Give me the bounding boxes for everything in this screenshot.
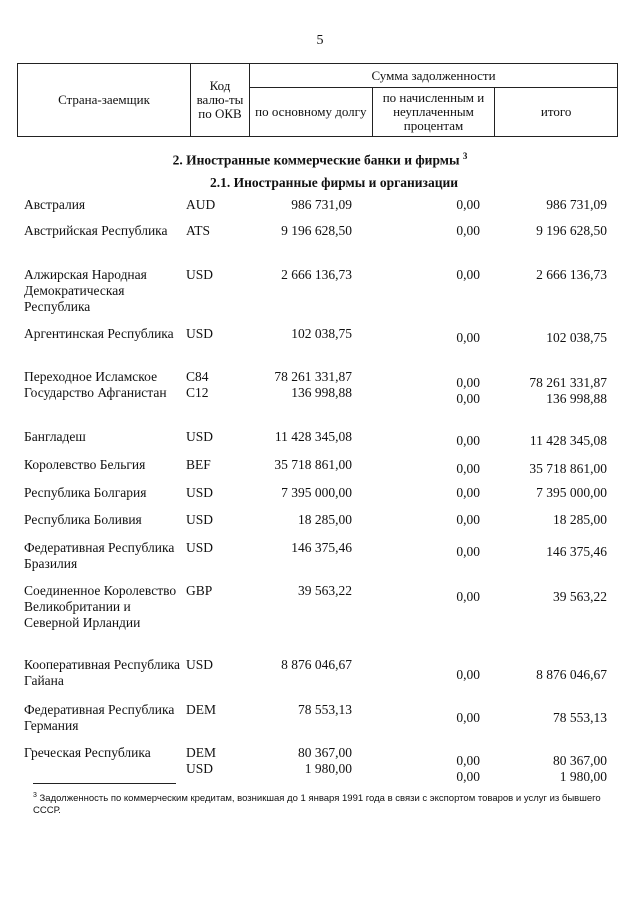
main-debt-value: 9 196 628,50 bbox=[281, 223, 352, 238]
header-amount-group: Сумма задолженности bbox=[250, 64, 618, 88]
header-country: Страна-заемщик bbox=[18, 64, 191, 137]
country-name: Королевство Бельгия bbox=[24, 457, 146, 472]
country-name: Республика Боливия bbox=[24, 512, 142, 527]
total-value: 39 563,22 bbox=[553, 589, 607, 604]
total-value: 35 718 861,00 bbox=[529, 461, 607, 476]
total-value: 2 666 136,73 bbox=[536, 267, 607, 282]
currency-code: C84 bbox=[186, 369, 209, 384]
interest-value: 0,00 bbox=[456, 375, 480, 390]
footnote-separator bbox=[33, 783, 176, 784]
main-debt-value: 78 553,13 bbox=[298, 702, 352, 717]
currency-code: USD bbox=[186, 657, 214, 672]
total-value: 78 261 331,87 bbox=[529, 375, 607, 390]
currency-code: USD bbox=[186, 429, 214, 444]
total-value: 7 395 000,00 bbox=[536, 485, 607, 500]
currency-code: GBP bbox=[186, 583, 213, 598]
total-value: 1 980,00 bbox=[559, 769, 607, 784]
currency-code: USD bbox=[186, 267, 214, 282]
header-interest: по начисленным и неуплаченным процентам bbox=[372, 88, 495, 137]
header-main-debt: по основному долгу bbox=[250, 88, 373, 137]
country-name: Республика Болгария bbox=[24, 485, 147, 500]
total-value: 78 553,13 bbox=[553, 710, 607, 725]
country-name: Австрийская Республика bbox=[24, 223, 168, 238]
currency-code: ATS bbox=[186, 223, 211, 238]
section-footnote-mark: 3 bbox=[462, 151, 468, 161]
interest-value: 0,00 bbox=[456, 753, 480, 768]
interest-value: 0,00 bbox=[456, 267, 480, 282]
section-title bbox=[0, 151, 640, 169]
total-value: 136 998,88 bbox=[546, 391, 607, 406]
main-debt-value: 102 038,75 bbox=[291, 326, 352, 341]
currency-code: USD bbox=[186, 540, 214, 555]
currency-code: DEM bbox=[186, 702, 216, 717]
main-debt-value: 1 980,00 bbox=[304, 761, 352, 776]
main-debt-value: 80 367,00 bbox=[298, 745, 352, 760]
main-debt-value: 39 563,22 bbox=[298, 583, 352, 598]
interest-value: 0,00 bbox=[456, 391, 480, 406]
total-value: 8 876 046,67 bbox=[536, 667, 607, 682]
currency-code: C12 bbox=[186, 385, 209, 400]
country-name: Переходное Исламское Государство Афганистан bbox=[24, 369, 167, 400]
total-value: 80 367,00 bbox=[553, 753, 607, 768]
main-debt-value: 18 285,00 bbox=[298, 512, 352, 527]
main-debt-value: 11 428 345,08 bbox=[274, 429, 352, 444]
section-title-text: 2. Иностранные коммерческие банки и фирмы bbox=[172, 152, 460, 168]
total-value: 986 731,09 bbox=[546, 197, 607, 212]
interest-value: 0,00 bbox=[456, 223, 480, 238]
interest-value: 0,00 bbox=[456, 544, 480, 559]
country-name: Федеративная Республика Германия bbox=[24, 702, 175, 733]
total-value: 146 375,46 bbox=[546, 544, 607, 559]
interest-value: 0,00 bbox=[456, 461, 480, 476]
subsection-title: 2.1. Иностранные фирмы и организации bbox=[209, 175, 459, 190]
interest-value: 0,00 bbox=[456, 512, 480, 527]
interest-value: 0,00 bbox=[456, 769, 480, 784]
country-name: Бангладеш bbox=[24, 429, 86, 444]
page-number: 5 bbox=[316, 33, 324, 48]
table-header bbox=[17, 63, 618, 137]
country-name: Греческая Республика bbox=[24, 745, 151, 760]
header-code: Код валю-ты по ОКВ bbox=[191, 64, 250, 137]
main-debt-value: 35 718 861,00 bbox=[274, 457, 352, 472]
currency-code: USD bbox=[186, 326, 214, 341]
main-debt-value: 2 666 136,73 bbox=[281, 267, 352, 282]
country-name: Соединенное Королевство Великобритании и Северной Ирландии bbox=[24, 583, 177, 630]
footnote-mark: 3 bbox=[33, 792, 37, 799]
currency-code: AUD bbox=[186, 197, 216, 212]
country-name: Кооперативная Республика Гайана bbox=[24, 657, 181, 688]
main-debt-value: 146 375,46 bbox=[291, 540, 352, 555]
currency-code: BEF bbox=[186, 457, 211, 472]
interest-value: 0,00 bbox=[456, 197, 480, 212]
country-name: Аргентинская Республика bbox=[24, 326, 174, 341]
currency-code: USD bbox=[186, 512, 214, 527]
header-total: итого bbox=[495, 88, 618, 137]
country-name: Австралия bbox=[24, 197, 86, 212]
total-value: 11 428 345,08 bbox=[529, 433, 607, 448]
main-debt-value: 7 395 000,00 bbox=[281, 485, 352, 500]
interest-value: 0,00 bbox=[456, 330, 480, 345]
country-name: Федеративная Республика Бразилия bbox=[24, 540, 175, 571]
main-debt-value: 8 876 046,67 bbox=[281, 657, 352, 672]
main-debt-value: 986 731,09 bbox=[291, 197, 352, 212]
total-value: 102 038,75 bbox=[546, 330, 607, 345]
interest-value: 0,00 bbox=[456, 485, 480, 500]
main-debt-value: 78 261 331,87 bbox=[274, 369, 352, 384]
main-debt-value: 136 998,88 bbox=[291, 385, 352, 400]
interest-value: 0,00 bbox=[456, 433, 480, 448]
currency-code: USD bbox=[186, 761, 214, 776]
total-value: 18 285,00 bbox=[553, 512, 607, 527]
currency-code: DEM bbox=[186, 745, 216, 760]
interest-value: 0,00 bbox=[456, 589, 480, 604]
total-value: 9 196 628,50 bbox=[536, 223, 607, 238]
interest-value: 0,00 bbox=[456, 667, 480, 682]
country-name: Алжирская Народная Демократическая Республика bbox=[24, 267, 147, 314]
footnote bbox=[33, 790, 603, 817]
interest-value: 0,00 bbox=[456, 710, 480, 725]
currency-code: USD bbox=[186, 485, 214, 500]
footnote-text: Задолженность по коммерческим кредитам, возникшая до 1 января 1991 года в связи с экспортом товаров и услуг из бывшего СССР. bbox=[33, 793, 601, 817]
